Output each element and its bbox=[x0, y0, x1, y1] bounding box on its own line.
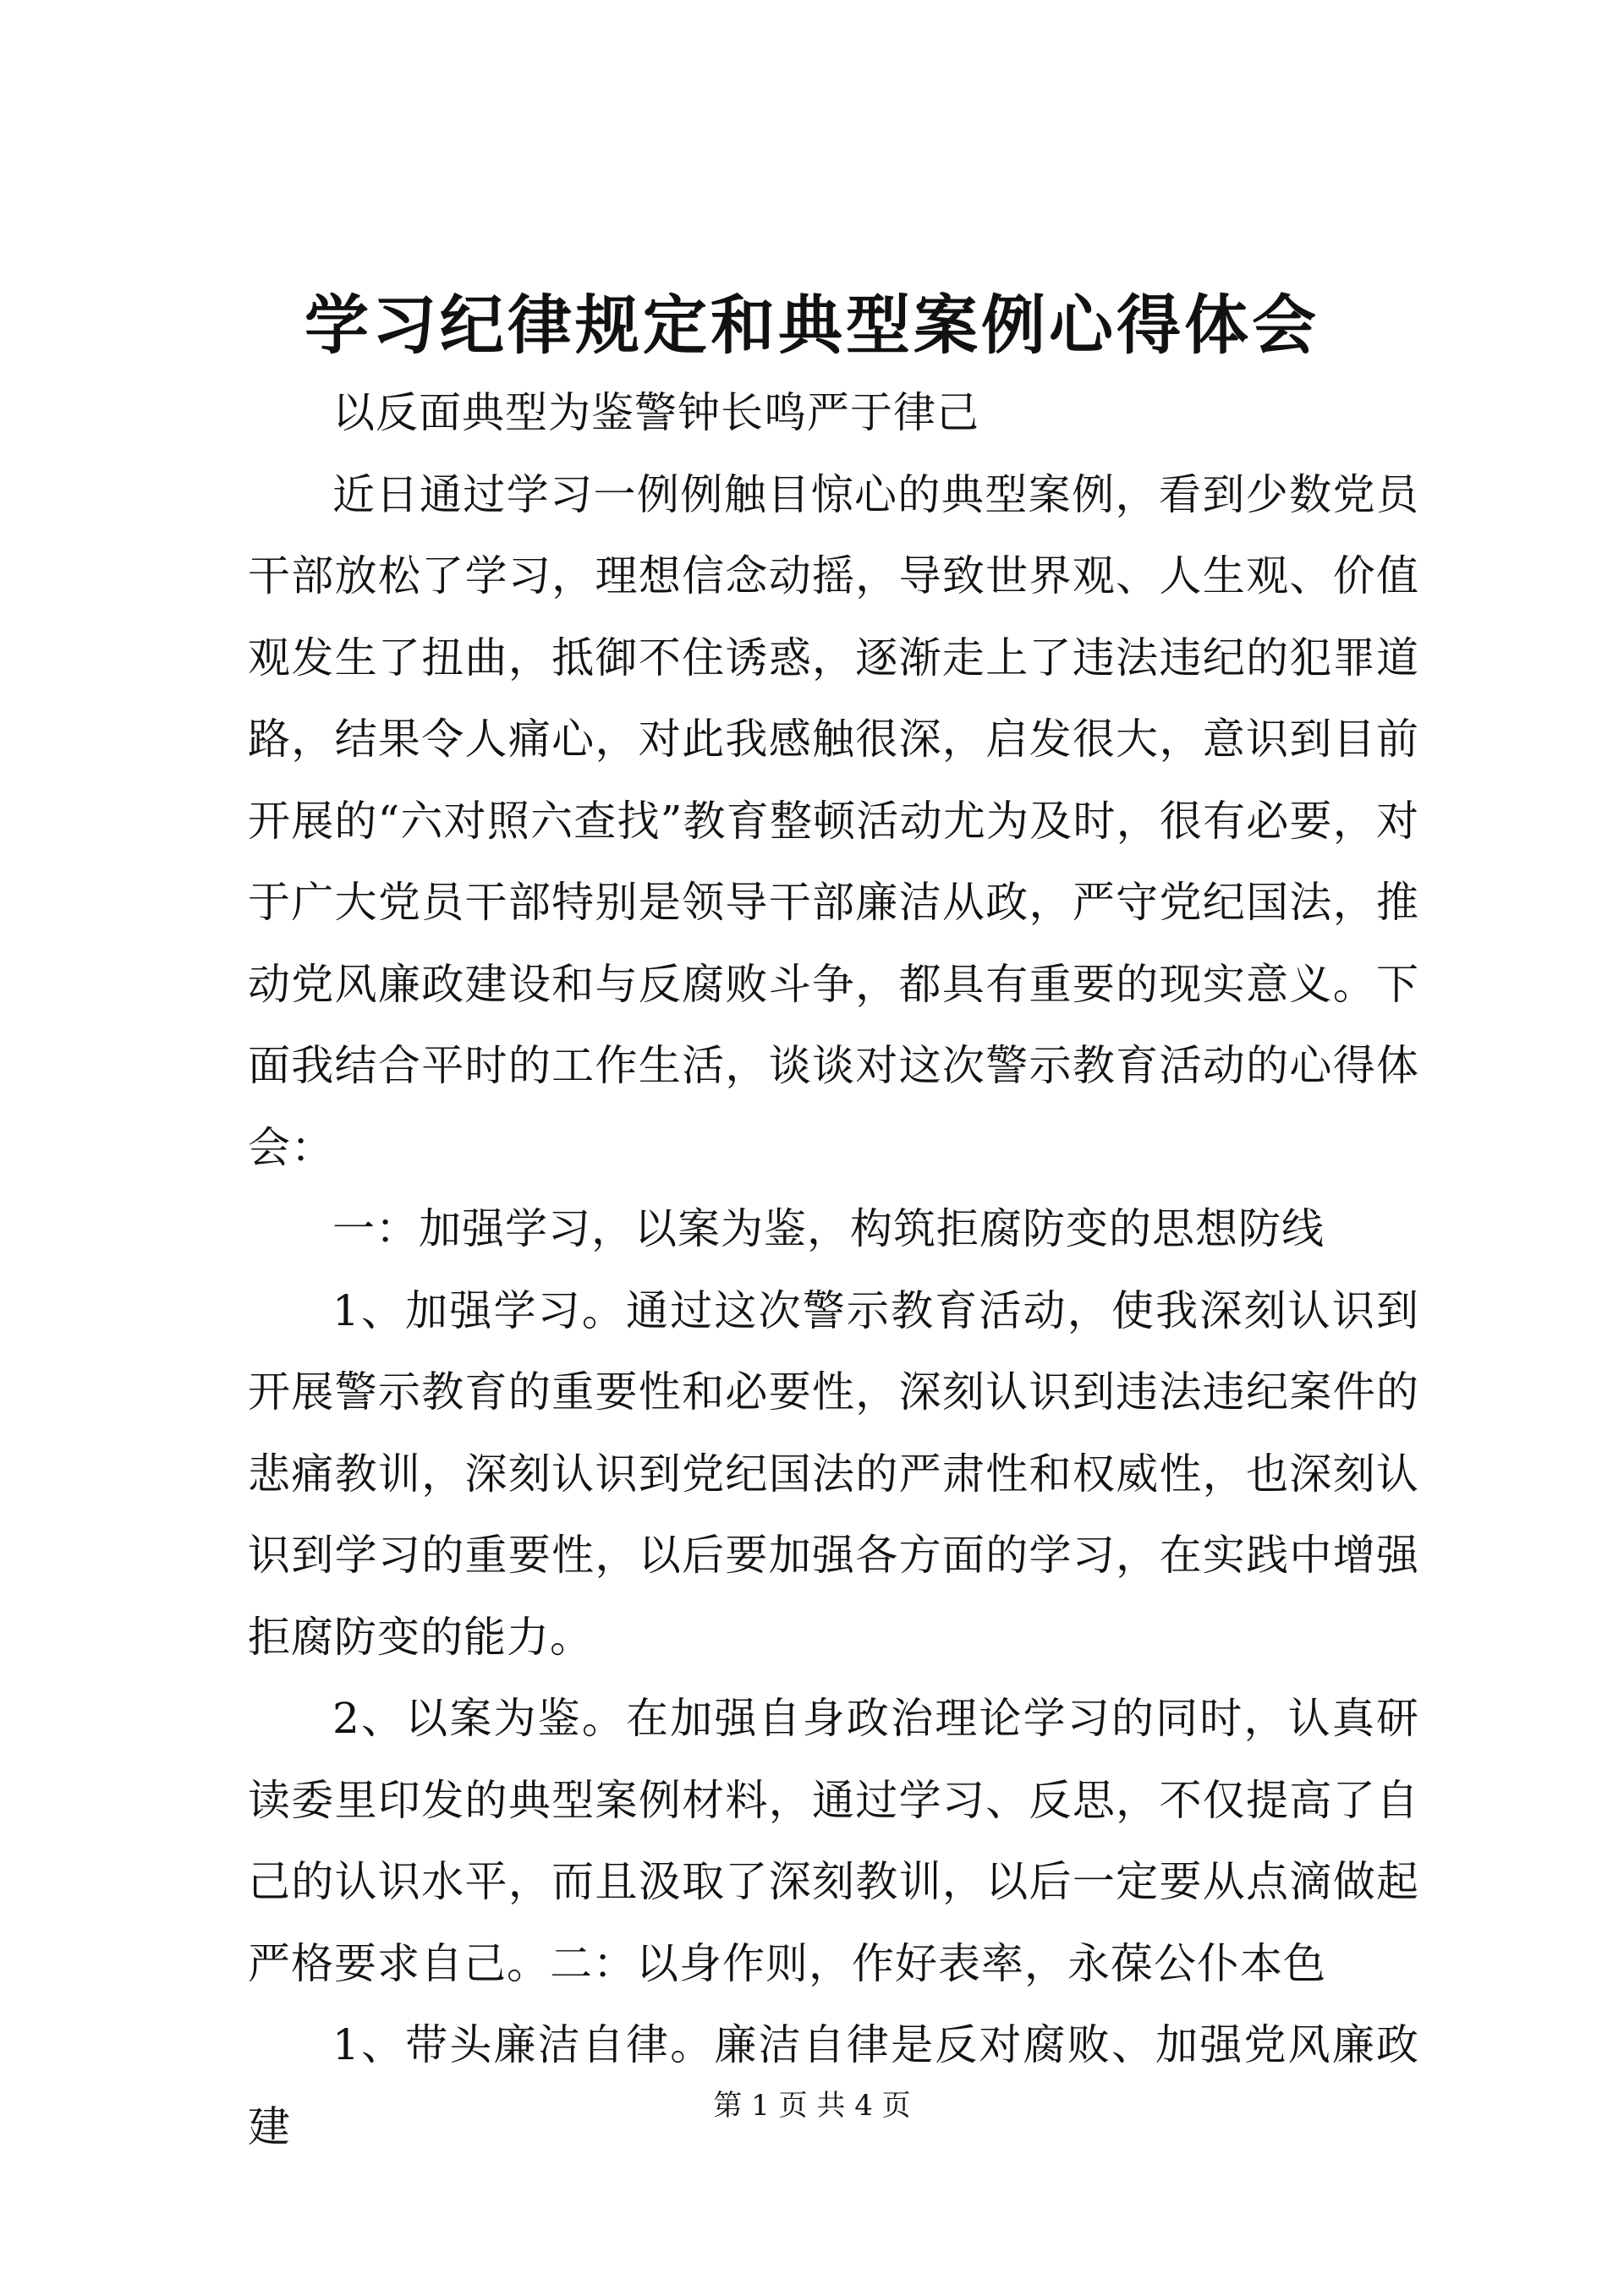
paragraph-item-3: 1、带头廉洁自律。廉洁自律是反对腐败、加强党风廉政建 bbox=[248, 2020, 1419, 2151]
document-body bbox=[248, 372, 1419, 2167]
document-title: 学习纪律规定和典型案例心得体会 bbox=[304, 288, 1320, 363]
paragraph-section-1-heading: 一：加强学习，以案为鉴，构筑拒腐防变的思想防线 bbox=[332, 1204, 1325, 1253]
paragraph-item-2: 2、以案为鉴。在加强自身政治理论学习的同时，认真研读委里印发的典型案例材料，通过学习、反思，不仅提高了自己的认识水平，而且汲取了深刻教训，以后一定要从点滴做起严格要求自己。二：以身作则，作好表率，永葆公仆本色 bbox=[248, 1694, 1419, 1988]
paragraph-subtitle: 以反面典型为鉴警钟长鸣严于律己 bbox=[332, 388, 979, 437]
paragraph-item-1: 1、加强学习。通过这次警示教育活动，使我深刻认识到开展警示教育的重要性和必要性，深刻认识到违法违纪案件的悲痛教训，深刻认识到党纪国法的严肃性和权威性，也深刻认识到学习的重要性，以后要加强各方面的学习，在实践中增强拒腐防变的能力。 bbox=[248, 1285, 1419, 1662]
page-number-footer: 第 1 页 共 4 页 bbox=[713, 2089, 911, 2123]
paragraph-intro: 近日通过学习一例例触目惊心的典型案例，看到少数党员干部放松了学习，理想信念动摇，导致世界观、人生观、价值观发生了扭曲，抵御不住诱惑，逐渐走上了违法违纪的犯罪道路，结果令人痛心，对此我感触很深，启发很大，意识到目前开展的“六对照六查找”教育整顿活动尤为及时，很有必要，对于广大党员干部特别是领导干部廉洁从政，严守党纪国法，推动党风廉政建设和与反腐败斗争，都具有重要的现实意义。下面我结合平时的工作生活，谈谈对这次警示教育活动的心得体会： bbox=[248, 469, 1419, 1172]
